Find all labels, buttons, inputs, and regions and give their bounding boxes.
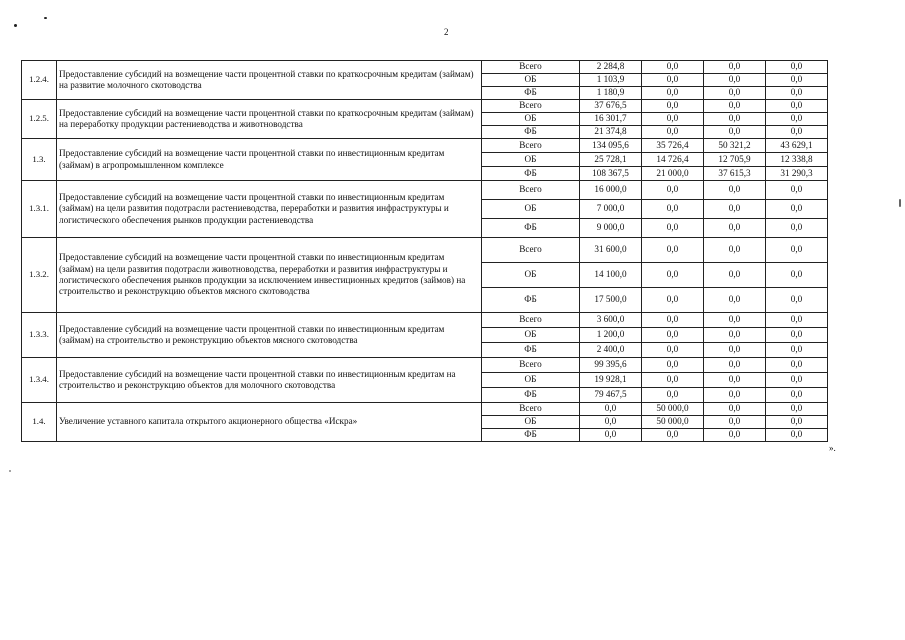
amount-cell: 2 284,8 <box>580 61 642 74</box>
row-description: Предоставление субсидий на возмещение части процентной ставки по инвестиционным кредитам (займам) на строительство и реконструкцию объектов мясного скотоводства <box>57 313 482 358</box>
amount-cell: 16 000,0 <box>580 181 642 200</box>
closing-quote-mark: ». <box>829 443 836 453</box>
amount-cell: 0,0 <box>766 100 828 113</box>
table-row <box>22 403 828 416</box>
amount-cell: 0,0 <box>766 403 828 416</box>
amount-cell: 19 928,1 <box>580 373 642 388</box>
amount-cell: 14 100,0 <box>580 263 642 288</box>
scan-speck <box>44 17 47 19</box>
amount-cell: 0,0 <box>704 403 766 416</box>
amount-cell: 35 726,4 <box>642 139 704 153</box>
amount-cell: 37 615,3 <box>704 167 766 181</box>
funding-source-cell: ОБ <box>482 113 580 126</box>
amount-cell: 0,0 <box>704 263 766 288</box>
funding-source-cell: ОБ <box>482 373 580 388</box>
amount-cell: 12 338,8 <box>766 153 828 167</box>
funding-source-cell: Всего <box>482 403 580 416</box>
row-code: 1.3. <box>22 139 57 181</box>
table-row <box>22 61 828 74</box>
amount-cell: 17 500,0 <box>580 288 642 313</box>
amount-cell: 0,0 <box>642 263 704 288</box>
amount-cell: 25 728,1 <box>580 153 642 167</box>
amount-cell: 0,0 <box>642 343 704 358</box>
amount-cell: 0,0 <box>704 416 766 429</box>
funding-source-cell: ОБ <box>482 153 580 167</box>
scan-speck <box>899 199 901 207</box>
amount-cell: 21 374,8 <box>580 126 642 139</box>
amount-cell: 0,0 <box>580 429 642 442</box>
amount-cell: 0,0 <box>766 313 828 328</box>
amount-cell: 0,0 <box>766 263 828 288</box>
amount-cell: 9 000,0 <box>580 219 642 238</box>
row-code: 1.2.4. <box>22 61 57 100</box>
amount-cell: 0,0 <box>642 288 704 313</box>
row-description: Предоставление субсидий на возмещение части процентной ставки по инвестиционным кредитам (займам) в агропромышленном комплексе <box>57 139 482 181</box>
amount-cell: 0,0 <box>642 113 704 126</box>
amount-cell: 0,0 <box>766 74 828 87</box>
amount-cell: 0,0 <box>704 87 766 100</box>
amount-cell: 7 000,0 <box>580 200 642 219</box>
amount-cell: 0,0 <box>766 238 828 263</box>
amount-cell: 0,0 <box>704 328 766 343</box>
funding-source-cell: Всего <box>482 238 580 263</box>
funding-source-cell: ОБ <box>482 328 580 343</box>
amount-cell: 0,0 <box>704 358 766 373</box>
amount-cell: 0,0 <box>642 358 704 373</box>
funding-source-cell: ФБ <box>482 429 580 442</box>
amount-cell: 0,0 <box>580 403 642 416</box>
amount-cell: 0,0 <box>704 219 766 238</box>
row-description: Предоставление субсидий на возмещение части процентной ставки по инвестиционным кредитам (займам) на цели развития подотрасли животноводства, переработки и развития инфраструктуры и логистического обеспечения рынков продукции за исключением инвестиционных кредитов (займов) на строительство и реконструкцию объектов мясного скотоводства <box>57 238 482 313</box>
amount-cell: 14 726,4 <box>642 153 704 167</box>
amount-cell: 0,0 <box>704 288 766 313</box>
amount-cell: 0,0 <box>642 219 704 238</box>
amount-cell: 0,0 <box>766 126 828 139</box>
amount-cell: 0,0 <box>766 113 828 126</box>
amount-cell: 0,0 <box>642 61 704 74</box>
amount-cell: 43 629,1 <box>766 139 828 153</box>
amount-cell: 0,0 <box>704 113 766 126</box>
row-code: 1.2.5. <box>22 100 57 139</box>
amount-cell: 1 180,9 <box>580 87 642 100</box>
amount-cell: 79 467,5 <box>580 388 642 403</box>
amount-cell: 0,0 <box>642 74 704 87</box>
row-description: Предоставление субсидий на возмещение части процентной ставки по краткосрочным кредитам (займам) на переработку продукции растениеводства и животноводства <box>57 100 482 139</box>
amount-cell: 31 600,0 <box>580 238 642 263</box>
amount-cell: 50 000,0 <box>642 403 704 416</box>
amount-cell: 0,0 <box>642 126 704 139</box>
row-description: Увеличение уставного капитала открытого акционерного общества «Искра» <box>57 403 482 442</box>
amount-cell: 0,0 <box>704 74 766 87</box>
page-number: 2 <box>444 27 449 37</box>
funding-source-cell: ФБ <box>482 343 580 358</box>
amount-cell: 0,0 <box>766 87 828 100</box>
funding-source-cell: ФБ <box>482 87 580 100</box>
funding-source-cell: Всего <box>482 313 580 328</box>
table-row <box>22 100 828 113</box>
amount-cell: 0,0 <box>704 61 766 74</box>
amount-cell: 0,0 <box>766 200 828 219</box>
budget-table <box>21 60 828 442</box>
funding-source-cell: Всего <box>482 139 580 153</box>
amount-cell: 0,0 <box>704 388 766 403</box>
scan-speck <box>9 470 11 472</box>
amount-cell: 0,0 <box>766 388 828 403</box>
amount-cell: 0,0 <box>642 181 704 200</box>
amount-cell: 0,0 <box>642 100 704 113</box>
amount-cell: 0,0 <box>580 416 642 429</box>
amount-cell: 0,0 <box>766 343 828 358</box>
amount-cell: 0,0 <box>766 61 828 74</box>
amount-cell: 21 000,0 <box>642 167 704 181</box>
amount-cell: 0,0 <box>642 388 704 403</box>
amount-cell: 3 600,0 <box>580 313 642 328</box>
row-code: 1.3.4. <box>22 358 57 403</box>
funding-source-cell: ОБ <box>482 263 580 288</box>
row-description: Предоставление субсидий на возмещение части процентной ставки по инвестиционным кредитам (займам) на цели развития подотрасли растениеводства, переработки и развития инфраструктуры и логистического обеспечения рынков продукции растениеводства <box>57 181 482 238</box>
funding-source-cell: Всего <box>482 358 580 373</box>
amount-cell: 0,0 <box>766 373 828 388</box>
amount-cell: 16 301,7 <box>580 113 642 126</box>
funding-source-cell: ФБ <box>482 288 580 313</box>
amount-cell: 12 705,9 <box>704 153 766 167</box>
amount-cell: 0,0 <box>704 313 766 328</box>
funding-source-cell: Всего <box>482 100 580 113</box>
amount-cell: 1 103,9 <box>580 74 642 87</box>
amount-cell: 0,0 <box>766 416 828 429</box>
amount-cell: 0,0 <box>704 238 766 263</box>
funding-source-cell: ОБ <box>482 200 580 219</box>
amount-cell: 0,0 <box>642 328 704 343</box>
amount-cell: 0,0 <box>642 238 704 263</box>
amount-cell: 108 367,5 <box>580 167 642 181</box>
funding-source-cell: ОБ <box>482 416 580 429</box>
funding-source-cell: ОБ <box>482 74 580 87</box>
funding-source-cell: ФБ <box>482 167 580 181</box>
row-code: 1.3.3. <box>22 313 57 358</box>
row-description: Предоставление субсидий на возмещение части процентной ставки по краткосрочным кредитам (займам) на развитие молочного скотоводства <box>57 61 482 100</box>
amount-cell: 0,0 <box>766 219 828 238</box>
amount-cell: 0,0 <box>704 373 766 388</box>
table-row <box>22 238 828 263</box>
amount-cell: 0,0 <box>704 429 766 442</box>
funding-source-cell: ФБ <box>482 219 580 238</box>
amount-cell: 0,0 <box>704 200 766 219</box>
row-description: Предоставление субсидий на возмещение части процентной ставки по инвестиционным кредитам на строительство и реконструкцию объектов для молочного скотоводства <box>57 358 482 403</box>
row-code: 1.3.2. <box>22 238 57 313</box>
funding-source-cell: ФБ <box>482 388 580 403</box>
funding-source-cell: Всего <box>482 61 580 74</box>
amount-cell: 0,0 <box>766 181 828 200</box>
row-code: 1.4. <box>22 403 57 442</box>
amount-cell: 0,0 <box>642 87 704 100</box>
amount-cell: 0,0 <box>704 181 766 200</box>
funding-source-cell: Всего <box>482 181 580 200</box>
amount-cell: 37 676,5 <box>580 100 642 113</box>
amount-cell: 0,0 <box>642 313 704 328</box>
table-row <box>22 313 828 328</box>
scan-speck <box>14 24 17 27</box>
amount-cell: 0,0 <box>766 358 828 373</box>
amount-cell: 0,0 <box>766 328 828 343</box>
amount-cell: 0,0 <box>766 429 828 442</box>
amount-cell: 0,0 <box>642 429 704 442</box>
row-code: 1.3.1. <box>22 181 57 238</box>
amount-cell: 50 321,2 <box>704 139 766 153</box>
amount-cell: 0,0 <box>704 126 766 139</box>
amount-cell: 0,0 <box>642 200 704 219</box>
amount-cell: 0,0 <box>704 343 766 358</box>
amount-cell: 0,0 <box>642 373 704 388</box>
amount-cell: 2 400,0 <box>580 343 642 358</box>
amount-cell: 50 000,0 <box>642 416 704 429</box>
amount-cell: 0,0 <box>766 288 828 313</box>
funding-source-cell: ФБ <box>482 126 580 139</box>
table-row <box>22 358 828 373</box>
amount-cell: 134 095,6 <box>580 139 642 153</box>
amount-cell: 31 290,3 <box>766 167 828 181</box>
amount-cell: 99 395,6 <box>580 358 642 373</box>
amount-cell: 0,0 <box>704 100 766 113</box>
table-row <box>22 139 828 153</box>
amount-cell: 1 200,0 <box>580 328 642 343</box>
table-row <box>22 181 828 200</box>
